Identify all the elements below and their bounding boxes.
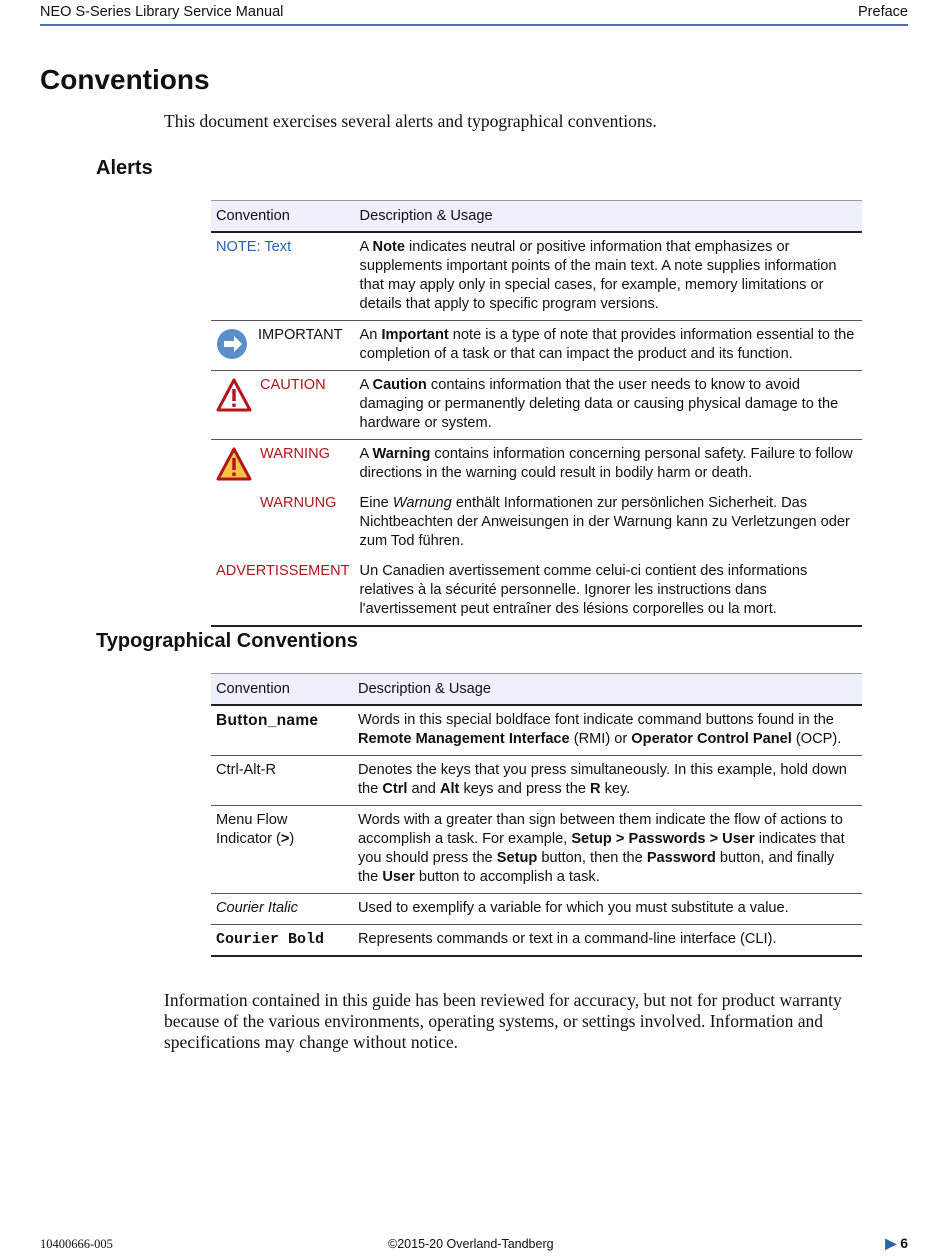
alerts-table: [211, 200, 862, 627]
warning-description: A Warning contains information concerning personal safety. Failure to follow directions in the warning could result in bodily harm or death.: [359, 446, 853, 481]
header-doc-title: NEO S-Series Library Service Manual: [40, 4, 284, 20]
col-description: Description & Usage: [353, 674, 862, 706]
warnung-label: WARNUNG: [260, 495, 337, 511]
avertissement-label: ADVERTISSEMENT: [216, 563, 350, 579]
arrow-right-circle-icon: [216, 328, 248, 360]
note-label: NOTE:: [216, 239, 261, 255]
warning-triangle-icon: [216, 378, 252, 412]
table-row-menu-flow: [211, 806, 862, 894]
table-header-row: [211, 674, 862, 706]
courier-italic-label: Courier Italic: [216, 900, 298, 916]
table-row-courier-italic: [211, 894, 862, 925]
courier-bold-label: Courier Bold: [216, 931, 325, 948]
table-row-button-name: [211, 705, 862, 756]
col-description: Description & Usage: [355, 201, 862, 233]
ctrl-alt-r-description: Denotes the keys that you press simultaneously. In this example, hold down the Ctrl and Alt keys and press the R key.: [353, 756, 862, 806]
play-arrow-icon: ▶: [885, 1235, 897, 1251]
warnung-description: Eine Warnung enthält Informationen zur persönlichen Sicherheit. Das Nichtbeachten der Anweisungen in der Warnung kann zu Verletzungen oder zum Tod führen.: [359, 495, 850, 549]
typographical-heading: Typographical Conventions: [96, 630, 358, 652]
menu-flow-description: Words with a greater than sign between them indicate the flow of actions to accomplish a task. For example, Setup > Passwords > User indicates that you should press the Setup button, then the Password button, and finally the User button to accomplish a task.: [353, 806, 862, 894]
table-row-caution: [211, 371, 862, 440]
typographical-table: [211, 673, 862, 957]
warning-label: WARNING: [260, 446, 330, 462]
courier-bold-description: Represents commands or text in a command-line interface (CLI).: [353, 925, 862, 957]
header-section: Preface: [858, 4, 908, 20]
footer-copyright: ©2015-20 Overland-Tandberg: [388, 1237, 554, 1251]
button-name-label: Button_name: [216, 712, 319, 729]
table-row-note: [211, 232, 862, 321]
table-row-ctrl-alt-r: [211, 756, 862, 806]
table-row-warnung: [211, 489, 862, 557]
table-row-important: [211, 321, 862, 371]
important-description: An Important note is a type of note that provides information essential to the completion of a task or that can impact the product and its function.: [355, 321, 862, 371]
note-label-text: Text: [264, 239, 292, 255]
disclaimer-paragraph: Information contained in this guide has been reviewed for accuracy, but not for product warranty because of the various environments, operating systems, or settings involved. Information and specifications may change without notice.: [164, 990, 842, 1052]
col-convention: Convention: [211, 674, 353, 706]
intro-text: This document exercises several alerts and typographical conventions.: [164, 111, 657, 131]
table-header-row: [211, 201, 862, 233]
alerts-heading: Alerts: [96, 157, 153, 179]
table-row-courier-bold: [211, 925, 862, 957]
courier-italic-description: Used to exemplify a variable for which you must substitute a value.: [353, 894, 862, 925]
footer-doc-number: 10400666-005: [40, 1237, 113, 1251]
caution-description: A Caution contains information that the user needs to know to avoid damaging or permanently deleting data or causing physical damage to the hardware or system.: [355, 371, 862, 440]
menu-flow-label: Menu Flow Indicator (>): [211, 806, 353, 894]
table-row-avertissement: [211, 557, 862, 626]
ctrl-alt-r-label: Ctrl-Alt-R: [216, 762, 276, 778]
col-convention: Convention: [211, 201, 355, 233]
caution-label: CAUTION: [260, 377, 326, 393]
avertissement-description: Un Canadien avertissement comme celui-ci contient des informations relatives à la sécurité personnelle. Ignorer les instructions dans l'avertissement peut entraîner des lésions corporelles ou la mort.: [355, 557, 862, 626]
button-name-description: Words in this special boldface font indicate command buttons found in the Remote Management Interface (RMI) or Operator Control Panel (OCP).: [353, 705, 862, 756]
footer-page-number[interactable]: ▶ 6: [885, 1235, 908, 1251]
note-description: A Note indicates neutral or positive information that emphasizes or supplements important points of the main text. A note supplies information that may apply only in special cases, for example, memory limitations or details that apply to specific program versions.: [355, 232, 862, 321]
table-row-warning: [211, 440, 862, 490]
page-title: Conventions: [40, 64, 210, 95]
important-label: IMPORTANT: [258, 327, 343, 343]
page-header: [40, 2, 908, 26]
warning-triangle-icon: [216, 447, 252, 481]
